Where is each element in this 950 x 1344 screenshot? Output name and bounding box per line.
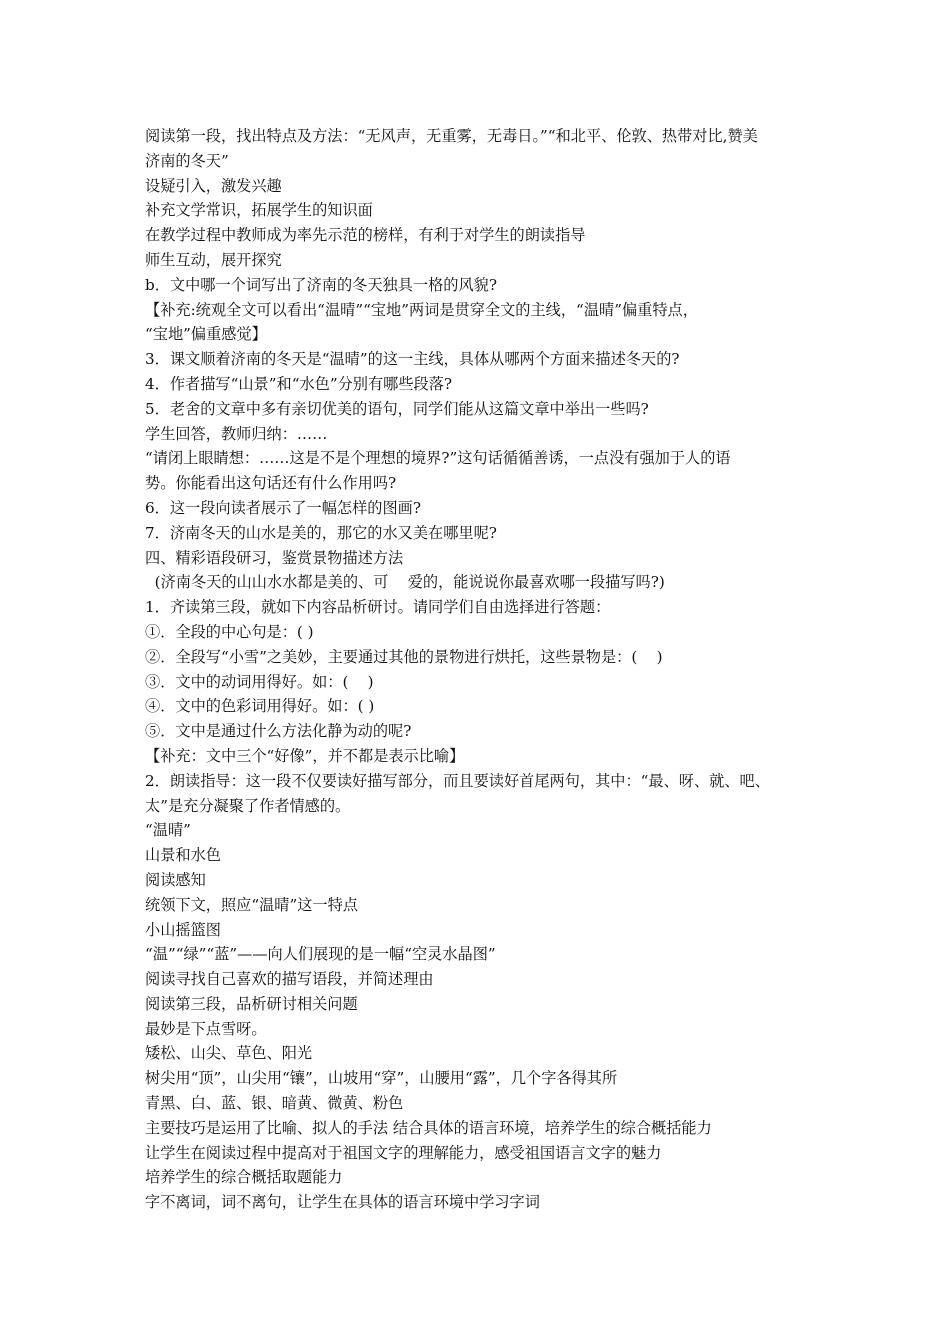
text-line: 最妙是下点雪呀。 — [145, 1019, 267, 1038]
document-body — [145, 124, 825, 1215]
text-line: “温晴” — [145, 821, 191, 840]
text-line: 学生回答，教师归纳：…… — [145, 424, 328, 443]
text-line: ④．文中的色彩词用得好。如：( ) — [145, 697, 375, 716]
text-line: 山景和水色 — [145, 846, 221, 865]
text-line: 济南的冬天” — [145, 151, 229, 170]
text-line: ⑤．文中是通过什么方法化静为动的呢? — [145, 722, 412, 741]
text-line: ①．全段的中心句是：( ) — [145, 622, 314, 641]
text-line: 培养学生的综合概括取题能力 — [145, 1168, 343, 1187]
text-line: 【补充：文中三个“好像”，并不都是表示比喻】 — [145, 746, 465, 765]
text-line: “请闭上眼睛想：……这是不是个理想的境界?”这句话循循善诱，一点没有强加于人的语 — [145, 449, 731, 468]
section-heading: 四、精彩语段研习，鉴赏景物描述方法 — [145, 548, 404, 567]
text-line: 势。你能看出这句话还有什么作用吗? — [145, 474, 397, 493]
text-line: ②．全段写“小雪”之美妙，主要通过其他的景物进行烘托，这些景物是：( ) — [145, 647, 663, 666]
text-line: 6．这一段向读者展示了一幅怎样的图画? — [145, 498, 421, 517]
text-line: 统领下文，照应“温晴”这一特点 — [145, 895, 358, 914]
text-line: 矮松、山尖、草色、阳光 — [145, 1044, 313, 1063]
text-line: 树尖用“顶”，山尖用“镶”，山坡用“穿”，山腰用“露”，几个字各得其所 — [145, 1069, 618, 1088]
text-line: 补充文学常识，拓展学生的知识面 — [145, 201, 373, 220]
text-line: “宝地”偏重感觉】 — [145, 325, 267, 344]
text-line: (济南冬天的山山水水都是美的、可 爱的，能说说你最喜欢哪一段描写吗?) — [145, 573, 665, 592]
text-line: 【补充:统观全文可以看出“温晴”“宝地”两词是贯穿全文的主线，“温晴”偏重特点， — [145, 300, 698, 319]
text-line: 7．济南冬天的山水是美的，那它的水又美在哪里呢? — [145, 523, 497, 542]
text-line: “温”“绿”“蓝”——向人们展现的是一幅“空灵水晶图” — [145, 945, 496, 964]
text-line: 字不离词，词不离句，让学生在具体的语言环境中学习字词 — [145, 1193, 540, 1212]
text-line: 阅读寻找自己喜欢的描写语段，并简述理由 — [145, 970, 434, 989]
text-line: 设疑引入，激发兴趣 — [145, 176, 282, 195]
text-line: 小山摇篮图 — [145, 920, 221, 939]
text-line: 5．老舍的文章中多有亲切优美的语句，同学们能从这篇文章中举出一些吗? — [145, 399, 649, 418]
text-line: 阅读第一段，找出特点及方法：“无风声，无重雾，无毒日。”“和北平、伦敦、热带对比,赞美 — [145, 127, 758, 145]
text-line: 让学生在阅读过程中提高对于祖国文字的理解能力，感受祖国语言文字的魅力 — [145, 1143, 662, 1162]
text-line: ③．文中的动词用得好。如：( ) — [145, 672, 374, 691]
text-line: 主要技巧是运用了比喻、拟人的手法 结合具体的语言环境，培养学生的综合概括能力 — [145, 1118, 712, 1137]
text-line: 在教学过程中教师成为率先示范的榜样，有利于对学生的朗读指导 — [145, 226, 586, 245]
text-line: 青黑、白、蓝、银、暗黄、微黄、粉色 — [145, 1094, 404, 1113]
text-line: 1．齐读第三段，就如下内容品析研讨。请同学们自由选择进行答题： — [145, 598, 611, 617]
text-line: 4．作者描写“山景”和“水色”分别有哪些段落? — [145, 374, 453, 393]
text-line: 阅读第三段，品析研讨相关问题 — [145, 994, 358, 1013]
text-line: 太”是充分凝聚了作者情感的。 — [145, 796, 351, 815]
text-line: 阅读感知 — [145, 870, 206, 889]
text-line: b．文中哪一个词写出了济南的冬天独具一格的风貌? — [145, 275, 497, 294]
text-line: 师生互动，展开探究 — [145, 250, 282, 269]
text-line: 2．朗读指导：这一段不仅要读好描写部分，而且要读好首尾两句，其中：“最、呀、就、吧、 — [145, 771, 770, 790]
text-line: 3．课文顺着济南的冬天是“温晴”的这一主线，具体从哪两个方面来描述冬天的? — [145, 350, 680, 369]
